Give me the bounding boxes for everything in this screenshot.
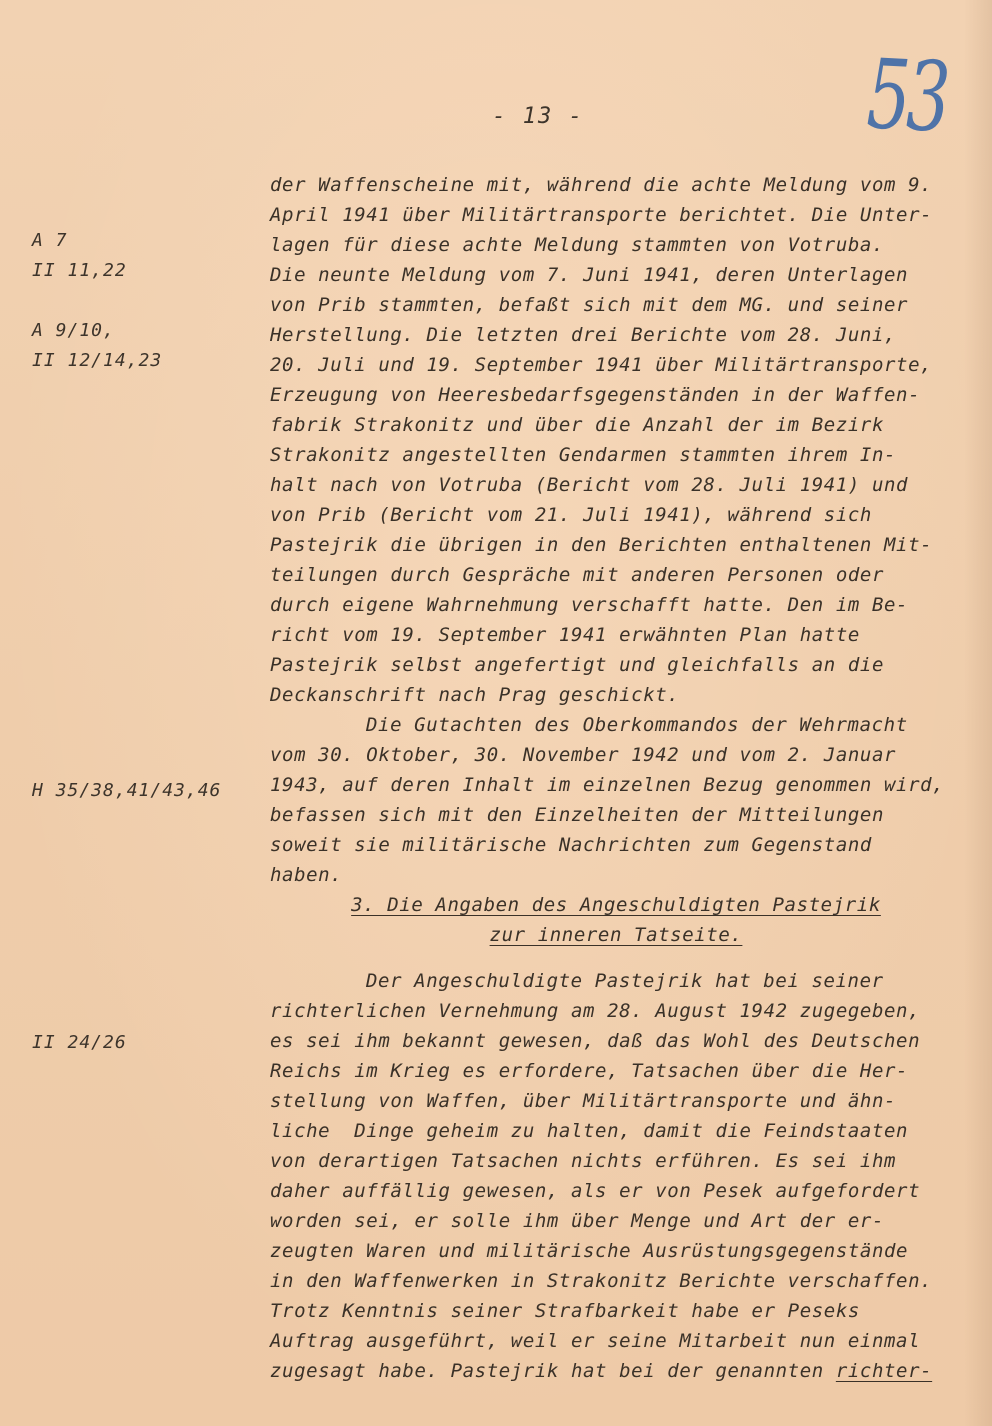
text-line: worden sei, er solle ihm über Menge und Art der er- bbox=[270, 1210, 884, 1232]
text-line: 20. Juli und 19. September 1941 über Militärtransporte, bbox=[270, 354, 933, 376]
text-line: haben. bbox=[270, 864, 343, 886]
text-line: daher auffällig gewesen, als er von Pesek aufgefordert bbox=[270, 1180, 921, 1202]
heading-line: zur inneren Tatseite. bbox=[489, 924, 743, 946]
text-segment: zugesagt habe. Pastejrik hat bei der genannten bbox=[270, 1360, 836, 1382]
paragraph-2 bbox=[270, 710, 962, 890]
text-line: vom 30. Oktober, 30. November 1942 und vom 2. Januar bbox=[270, 744, 897, 766]
margin-note: A 7 bbox=[32, 230, 68, 251]
text-line: teilungen durch Gespräche mit anderen Personen oder bbox=[270, 564, 884, 586]
text-line: soweit sie militärische Nachrichten zum Gegenstand bbox=[270, 834, 872, 856]
text-line: lagen für diese achte Meldung stammten von Votruba. bbox=[270, 234, 884, 256]
text-line-last bbox=[270, 1356, 962, 1386]
margin-note: II 11,22 bbox=[32, 260, 127, 281]
paragraph-3 bbox=[270, 966, 962, 1386]
text-line: Erzeugung von Heeresbedarfsgegenständen in der Waffen- bbox=[270, 384, 921, 406]
text-line: April 1941 über Militärtransporte berichtet. Die Unter- bbox=[270, 204, 933, 226]
text-line: Pastejrik die übrigen in den Berichten enthaltenen Mit- bbox=[270, 534, 933, 556]
text-line: Die Gutachten des Oberkommandos der Wehrmacht bbox=[366, 714, 908, 736]
margin-note: H 35/38,41/43,46 bbox=[32, 780, 222, 801]
text-line: der Waffenscheine mit, während die achte Meldung vom 9. bbox=[270, 174, 933, 196]
text-line: stellung von Waffen, über Militärtransporte und ähn- bbox=[270, 1090, 897, 1112]
text-line: richterlichen Vernehmung am 28. August 1942 zugegeben, bbox=[270, 1000, 921, 1022]
body-text bbox=[270, 170, 962, 1386]
text-line: liche Dinge geheim zu halten, damit die Feindstaaten bbox=[270, 1120, 909, 1142]
section-heading bbox=[270, 890, 962, 950]
text-line: Auftrag ausgeführt, weil er seine Mitarbeit nun einmal bbox=[270, 1330, 921, 1352]
text-line: Die neunte Meldung vom 7. Juni 1941, deren Unterlagen bbox=[270, 264, 909, 286]
margin-note: II 12/14,23 bbox=[32, 350, 163, 371]
text-line: befassen sich mit den Einzelheiten der Mitteilungen bbox=[270, 804, 884, 826]
handwritten-folio-number: 53 bbox=[865, 38, 948, 154]
text-line: von Prib stammten, befaßt sich mit dem MG. und seiner bbox=[270, 294, 909, 316]
text-line: Strakonitz angestellten Gendarmen stammten ihrem In- bbox=[270, 444, 897, 466]
underlined-word: richter- bbox=[835, 1360, 933, 1382]
text-line: zeugten Waren und militärische Ausrüstungsgegenstände bbox=[270, 1240, 909, 1262]
page-edge-shadow bbox=[964, 0, 992, 1426]
text-line: fabrik Strakonitz und über die Anzahl der im Bezirk bbox=[270, 414, 884, 436]
text-line: von Prib (Bericht vom 21. Juli 1941), während sich bbox=[270, 504, 872, 526]
text-line: durch eigene Wahrnehmung verschafft hatte. Den im Be- bbox=[270, 594, 909, 616]
text-line: es sei ihm bekannt gewesen, daß das Wohl des Deutschen bbox=[270, 1030, 921, 1052]
text-line: Herstellung. Die letzten drei Berichte vom 28. Juni, bbox=[270, 324, 897, 346]
margin-note: A 9/10, bbox=[32, 320, 115, 341]
text-line: von derartigen Tatsachen nichts erführen. Es sei ihm bbox=[270, 1150, 897, 1172]
heading-line: 3. Die Angaben des Angeschuldigten Pastejrik bbox=[351, 894, 881, 916]
text-line: Der Angeschuldigte Pastejrik hat bei seiner bbox=[366, 970, 884, 992]
text-line: in den Waffenwerken in Strakonitz Berichte verschaffen. bbox=[270, 1270, 933, 1292]
text-line: 1943, auf deren Inhalt im einzelnen Bezug genommen wird, bbox=[270, 774, 945, 796]
spacer bbox=[270, 950, 962, 966]
paragraph-1 bbox=[270, 170, 962, 710]
text-line: halt nach von Votruba (Bericht vom 28. Juli 1941) und bbox=[270, 474, 909, 496]
text-line: Deckanschrift nach Prag geschickt. bbox=[270, 684, 680, 706]
text-line: richt vom 19. September 1941 erwähnten Plan hatte bbox=[270, 624, 860, 646]
margin-note: II 24/26 bbox=[32, 1032, 127, 1053]
text-line: Reichs im Krieg es erfordere, Tatsachen über die Her- bbox=[270, 1060, 909, 1082]
page-number: - 13 - bbox=[492, 104, 584, 129]
text-line: Pastejrik selbst angefertigt und gleichfalls an die bbox=[270, 654, 884, 676]
text-line: Trotz Kenntnis seiner Strafbarkeit habe er Peseks bbox=[270, 1300, 860, 1322]
